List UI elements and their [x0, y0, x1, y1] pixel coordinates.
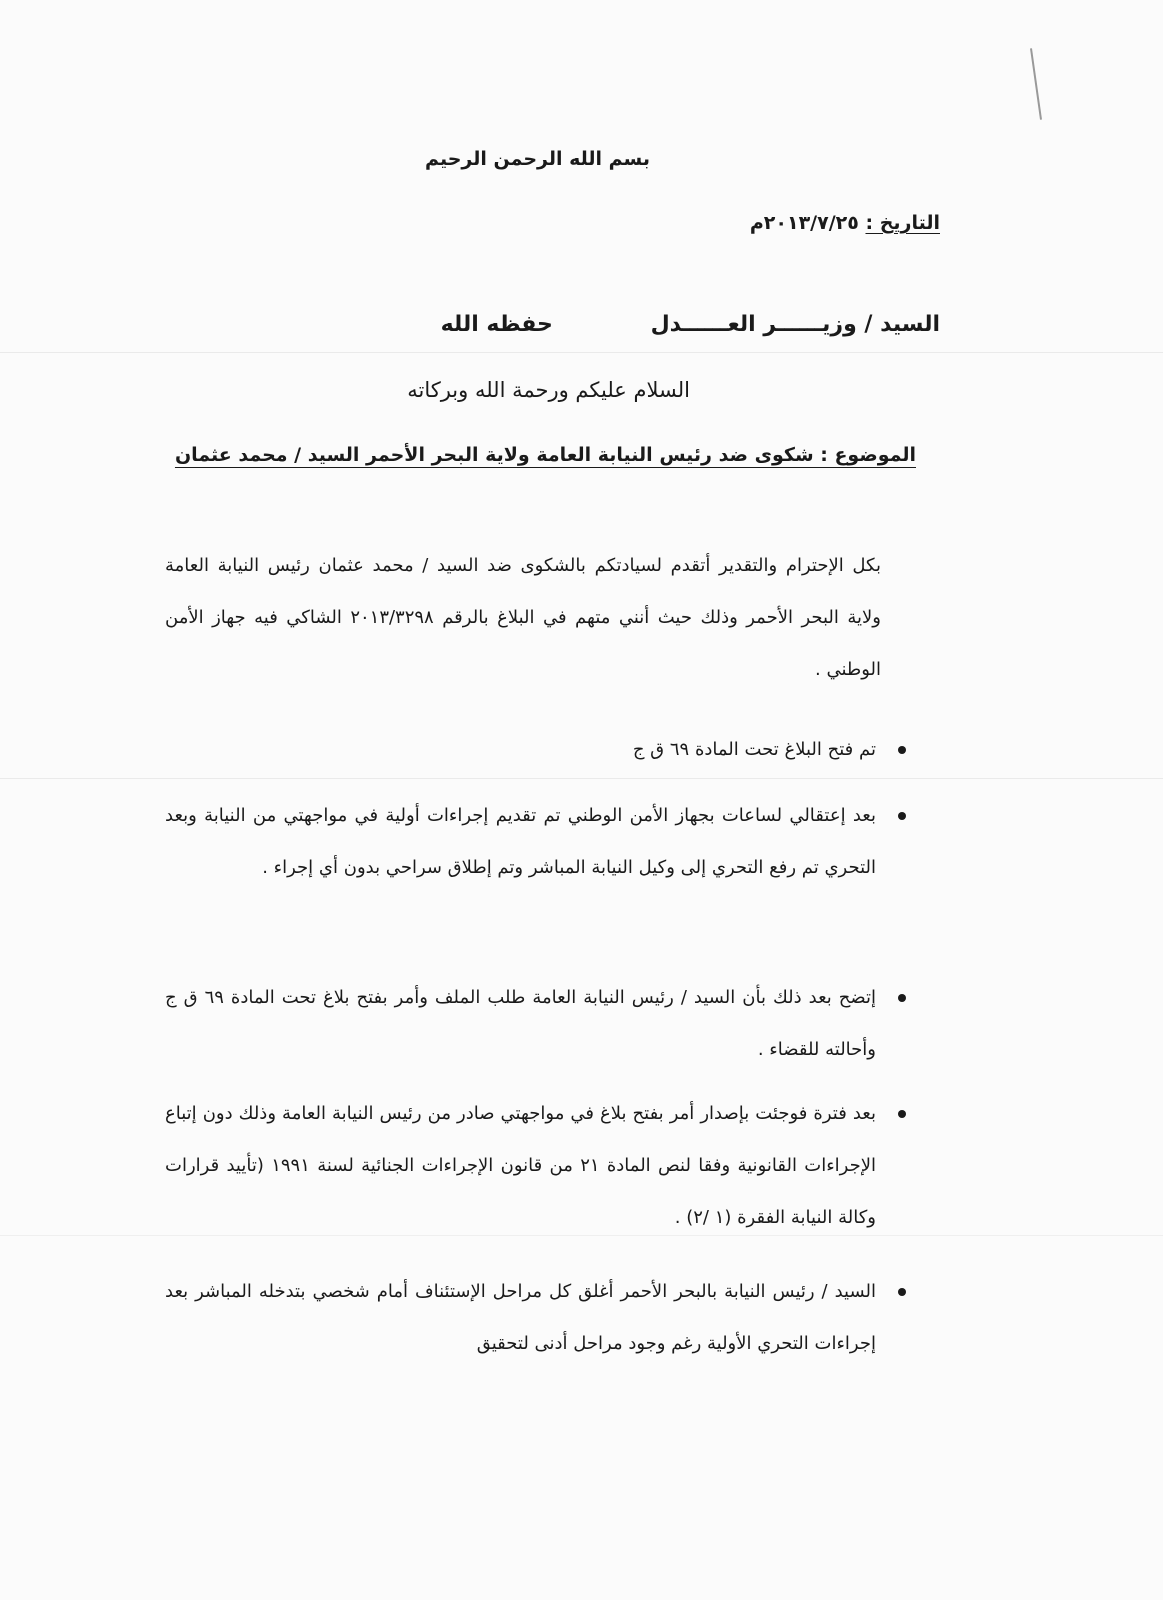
- list-item-text: السيد / رئيس النيابة بالبحر الأحمر أغلق كل مراحل الإستئناف أمام شخصي بتدخله المباشر بعد إجراءات التحري الأولية رغم وجود مراحل أدنى لتحقيق: [165, 1281, 876, 1354]
- list-item: [165, 1266, 876, 1370]
- date-line: [0, 212, 940, 234]
- list-item-text: إتضح بعد ذلك بأن السيد / رئيس النيابة العامة طلب الملف وأمر بفتح بلاغ تحت المادة ٦٩ ق ج وأحالته للقضاء .: [165, 987, 877, 1060]
- addressee-blessing: حفظه الله: [440, 312, 553, 337]
- greeting-line: السلام عليكم ورحمة الله وبركاته: [407, 378, 690, 402]
- bullet-dot-icon: [898, 994, 906, 1002]
- paper-fold-line: [0, 778, 1163, 779]
- list-item-text: بعد إعتقالي لساعات بجهاز الأمن الوطني تم تقديم إجراءات أولية في مواجهتي من النيابة وبعد التحري تم رفع التحري إلى وكيل النيابة المباشر وتم إطلاق سراحي بدون أي إجراء .: [165, 805, 876, 878]
- paper-fold-line: [0, 352, 1163, 353]
- basmala-heading: بسم الله الرحمن الرحيم: [425, 148, 650, 170]
- bullet-dot-icon: [898, 812, 906, 820]
- addressee-title: السيد / وزيــــــر العــــــدل: [650, 312, 940, 337]
- intro-paragraph: بكل الإحترام والتقدير أتقدم لسيادتكم بالشكوى ضد السيد / محمد عثمان رئيس النيابة العامة ولاية البحر الأحمر وذلك حيث أنني متهم في البلاغ بالرقم ٢٠١٣/٣٢٩٨ الشاكي فيه جهاز الأمن الوطني .: [165, 555, 881, 680]
- list-item: [165, 1088, 876, 1244]
- subject-line: الموضوع : شكوى ضد رئيس النيابة العامة ولاية البحر الأحمر السيد / محمد عثمان: [174, 444, 916, 466]
- list-item: [165, 790, 876, 894]
- pen-mark: [1030, 48, 1042, 120]
- bullet-dot-icon: [898, 746, 906, 754]
- list-item-text: تم فتح البلاغ تحت المادة ٦٩ ق ج: [632, 739, 876, 760]
- date-label: التاريخ :: [865, 212, 940, 234]
- list-item: [165, 972, 876, 1076]
- addressee-line: [0, 312, 940, 337]
- bullet-dot-icon: [898, 1288, 906, 1296]
- list-item: [165, 724, 876, 776]
- date-value: ٢٠١٣/٧/٢٥م: [749, 212, 859, 234]
- bullet-dot-icon: [898, 1110, 906, 1118]
- list-item-text: بعد فترة فوجئت بإصدار أمر بفتح بلاغ في مواجهتي صادر من رئيس النيابة العامة وذلك دون إتباع الإجراءات القانونية وفقا لنص المادة ٢١ من قانون الإجراءات الجنائية لسنة ١٩٩١ (تأييد قرارات وكالة النيابة الفقرة (١ /٢) .: [165, 1103, 877, 1228]
